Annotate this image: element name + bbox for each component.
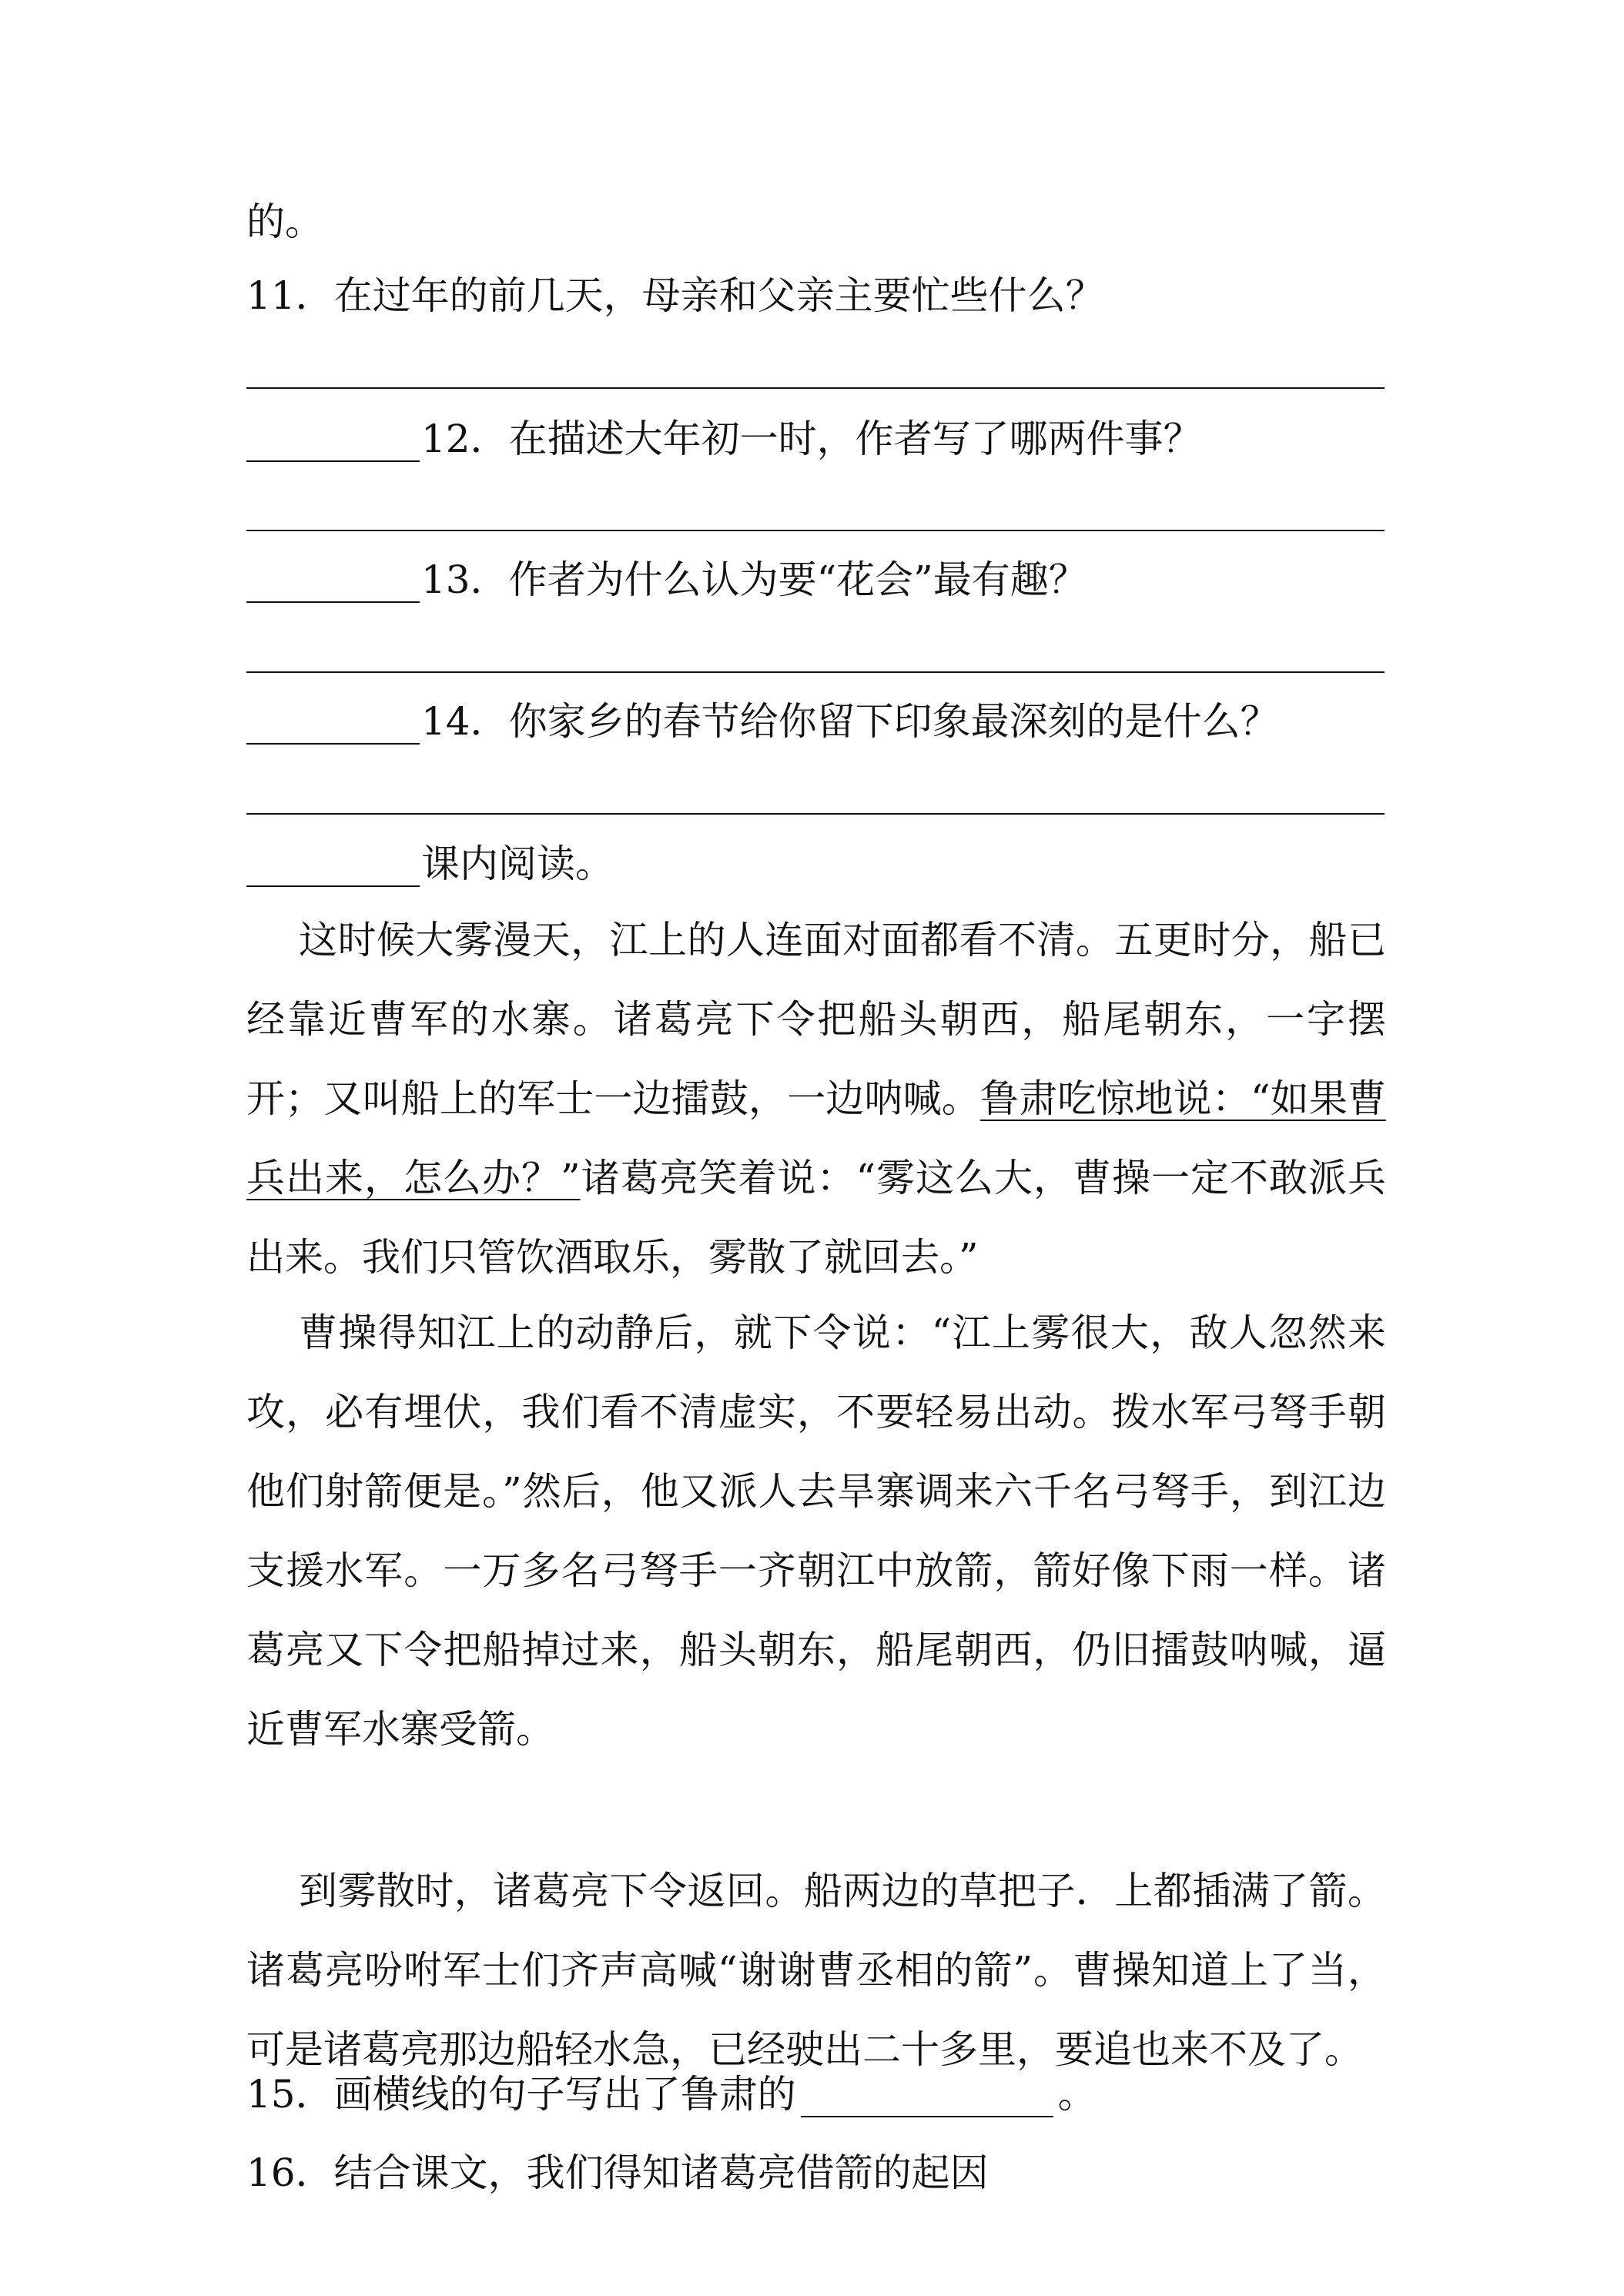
question-13-line xyxy=(246,557,1087,603)
question-13: 13．作者为什么认为要“花会”最有趣？ xyxy=(421,557,1087,602)
answer-blank[interactable] xyxy=(246,847,420,887)
answer-line[interactable] xyxy=(246,671,1385,673)
answer-blank[interactable] xyxy=(246,705,420,745)
question-11: 11．在过年的前几天，母亲和父亲主要忙些什么？ xyxy=(246,273,1104,318)
question-12: 12．在描述大年初一时，作者写了哪两件事？ xyxy=(421,417,1202,461)
answer-line[interactable] xyxy=(246,530,1385,531)
answer-blank[interactable] xyxy=(801,2077,1053,2117)
text-fragment: 的。 xyxy=(246,199,323,244)
passage-text: 曹操得知江上的动静后，就下令说：“江上雾很大，敌人忽然来攻，必有埋伏，我们看不清虚实，不要轻易出动。拨水军弓弩手朝他们射箭便是。”然后，他又派人去旱寨调来六千名弓弩手，到江边支援水军。一万多名弓弩手一齐朝江中放箭，箭好像下雨一样。诸葛亮又下令把船掉过来，船头朝东，船尾朝西，仍旧擂鼓呐喊，逼近曹军水寨受箭。 xyxy=(246,1310,1386,1752)
question-14: 14．你家乡的春节给你留下印象最深刻的是什么？ xyxy=(421,699,1279,744)
question-15-line xyxy=(246,2071,1097,2117)
question-12-line xyxy=(246,416,1202,462)
question-16: 16．结合课文，我们得知诸葛亮借箭的起因 xyxy=(246,2150,989,2195)
answer-blank[interactable] xyxy=(246,422,420,462)
question-15: 15．画横线的句子写出了鲁肃的 xyxy=(246,2072,796,2117)
answer-line[interactable] xyxy=(246,813,1385,815)
answer-line[interactable] xyxy=(246,387,1385,389)
passage-text: 到雾散时，诸葛亮下令返回。船两边的草把子．上都插满了箭。诸葛亮吩咐军士们齐声高喊“谢谢曹丞相的箭”。曹操知道上了当，可是诸葛亮那边船轻水急，已经驶出二十多里，要追也来不及了。 xyxy=(246,1869,1386,2072)
passage-paragraph-2 xyxy=(246,1294,1386,1769)
question-15-suffix: 。 xyxy=(1057,2072,1097,2117)
passage-paragraph-1 xyxy=(246,901,1386,1297)
question-14-line xyxy=(246,698,1279,745)
underlined-sentence: 鲁肃吃惊地说：“如果曹兵出来，怎么办？” xyxy=(246,1076,1387,1200)
passage-paragraph-3 xyxy=(246,1852,1386,2090)
passage-text: 这时候大雾漫天，江上的人连面对面都看不清。五更时分，船已经靠近曹军的水寨。诸葛亮下令把船头朝西，船尾朝东，一字摆开；又叫船上的军士一边擂鼓，一边呐喊。 xyxy=(246,918,1386,1121)
section-heading-line xyxy=(246,841,614,887)
passage-text: 诸葛亮笑着说：“雾这么大，曹操一定不敢派兵出来。我们只管饮酒取乐，雾散了就回去。” xyxy=(246,1156,1387,1280)
section-heading: 课内阅读。 xyxy=(421,842,614,886)
answer-blank[interactable] xyxy=(246,563,420,603)
